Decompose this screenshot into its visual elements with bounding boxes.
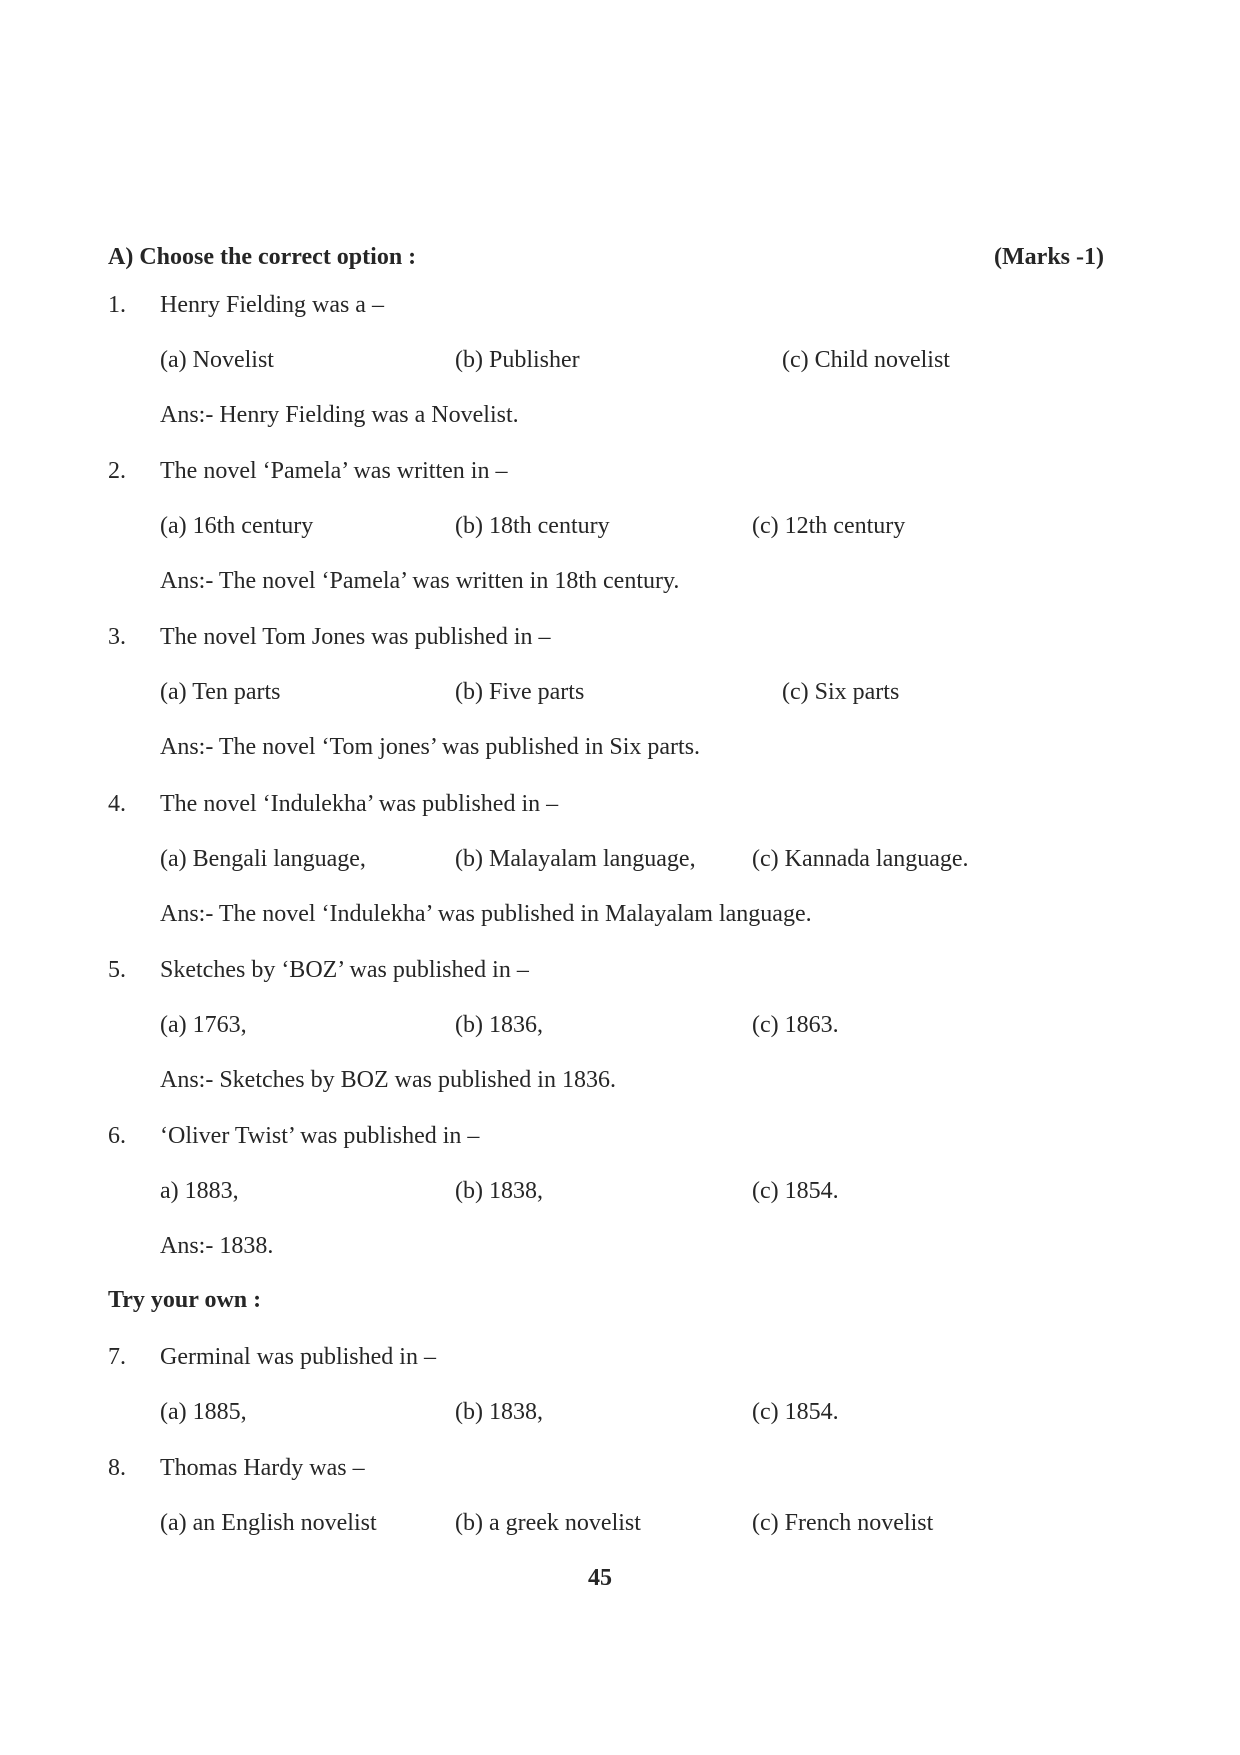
question-number: 2. (108, 458, 126, 484)
option-c: (c) 1854. (752, 1178, 839, 1204)
question-number: 6. (108, 1123, 126, 1149)
answer-row (0, 730, 1240, 785)
option-b: (b) Malayalam language, (455, 846, 696, 872)
option-a: a) 1883, (160, 1178, 239, 1204)
option-a: (a) 1763, (160, 1012, 247, 1038)
option-b: (b) Publisher (455, 347, 580, 373)
answer-row (0, 398, 1240, 453)
question-stem-row (0, 787, 1240, 842)
question-stem-row (0, 454, 1240, 509)
page-number: 45 (588, 1565, 612, 1591)
options-row (0, 1506, 1240, 1561)
answer-row (0, 1063, 1240, 1118)
option-b: (b) 1836, (455, 1012, 543, 1038)
options-row (0, 842, 1240, 897)
answer-text: Ans:- 1838. (160, 1233, 274, 1259)
answer-text: Ans:- Sketches by BOZ was published in 1836. (160, 1067, 616, 1093)
option-c: (c) Six parts (782, 679, 900, 705)
question-4 (0, 787, 1240, 952)
options-row (0, 509, 1240, 564)
question-5 (0, 953, 1240, 1118)
question-stem-row (0, 1119, 1240, 1174)
question-stem-row (0, 620, 1240, 675)
try-your-own-heading: Try your own : (108, 1287, 262, 1313)
option-b: (b) a greek novelist (455, 1510, 641, 1536)
question-text: Sketches by ‘BOZ’ was published in – (160, 957, 529, 983)
options-row (0, 1395, 1240, 1450)
option-b: (b) Five parts (455, 679, 585, 705)
options-row (0, 675, 1240, 730)
question-stem-row (0, 1451, 1240, 1506)
question-number: 7. (108, 1344, 126, 1370)
question-text: The novel ‘Indulekha’ was published in – (160, 791, 559, 817)
question-stem-row (0, 1340, 1240, 1395)
answer-text: Ans:- The novel ‘Indulekha’ was published in Malayalam language. (160, 901, 812, 927)
answer-row (0, 897, 1240, 952)
question-text: The novel Tom Jones was published in – (160, 624, 551, 650)
question-3 (0, 620, 1240, 785)
question-number: 8. (108, 1455, 126, 1481)
answer-row (0, 564, 1240, 619)
question-text: Germinal was published in – (160, 1344, 436, 1370)
option-b: (b) 1838, (455, 1178, 543, 1204)
section-title: A) Choose the correct option : (108, 244, 417, 270)
option-a: (a) an English novelist (160, 1510, 377, 1536)
question-2 (0, 454, 1240, 619)
question-text: The novel ‘Pamela’ was written in – (160, 458, 508, 484)
answer-text: Ans:- The novel ‘Pamela’ was written in 18th century. (160, 568, 680, 594)
question-text: Henry Fielding was a – (160, 292, 384, 318)
question-1 (0, 288, 1240, 453)
option-a: (a) Ten parts (160, 679, 281, 705)
question-number: 3. (108, 624, 126, 650)
option-c: (c) 12th century (752, 513, 906, 539)
option-b: (b) 1838, (455, 1399, 543, 1425)
option-c: (c) Child novelist (782, 347, 950, 373)
option-c: (c) Kannada language. (752, 846, 969, 872)
section-heading (108, 240, 1108, 274)
option-a: (a) Novelist (160, 347, 274, 373)
question-number: 4. (108, 791, 126, 817)
option-c: (c) 1863. (752, 1012, 839, 1038)
question-8 (0, 1451, 1240, 1561)
answer-text: Ans:- Henry Fielding was a Novelist. (160, 402, 519, 428)
answer-row (0, 1229, 1240, 1284)
options-row (0, 343, 1240, 398)
option-c: (c) 1854. (752, 1399, 839, 1425)
options-row (0, 1174, 1240, 1229)
option-a: (a) 16th century (160, 513, 314, 539)
question-text: Thomas Hardy was – (160, 1455, 365, 1481)
answer-text: Ans:- The novel ‘Tom jones’ was published in Six parts. (160, 734, 701, 760)
option-a: (a) Bengali language, (160, 846, 366, 872)
question-stem-row (0, 288, 1240, 343)
option-b: (b) 18th century (455, 513, 610, 539)
question-text: ‘Oliver Twist’ was published in – (160, 1123, 480, 1149)
option-a: (a) 1885, (160, 1399, 247, 1425)
question-6 (0, 1119, 1240, 1284)
question-number: 5. (108, 957, 126, 983)
option-c: (c) French novelist (752, 1510, 934, 1536)
options-row (0, 1008, 1240, 1063)
marks-label: (Marks -1) (994, 244, 1104, 270)
question-7 (0, 1340, 1240, 1450)
question-stem-row (0, 953, 1240, 1008)
question-number: 1. (108, 292, 126, 318)
